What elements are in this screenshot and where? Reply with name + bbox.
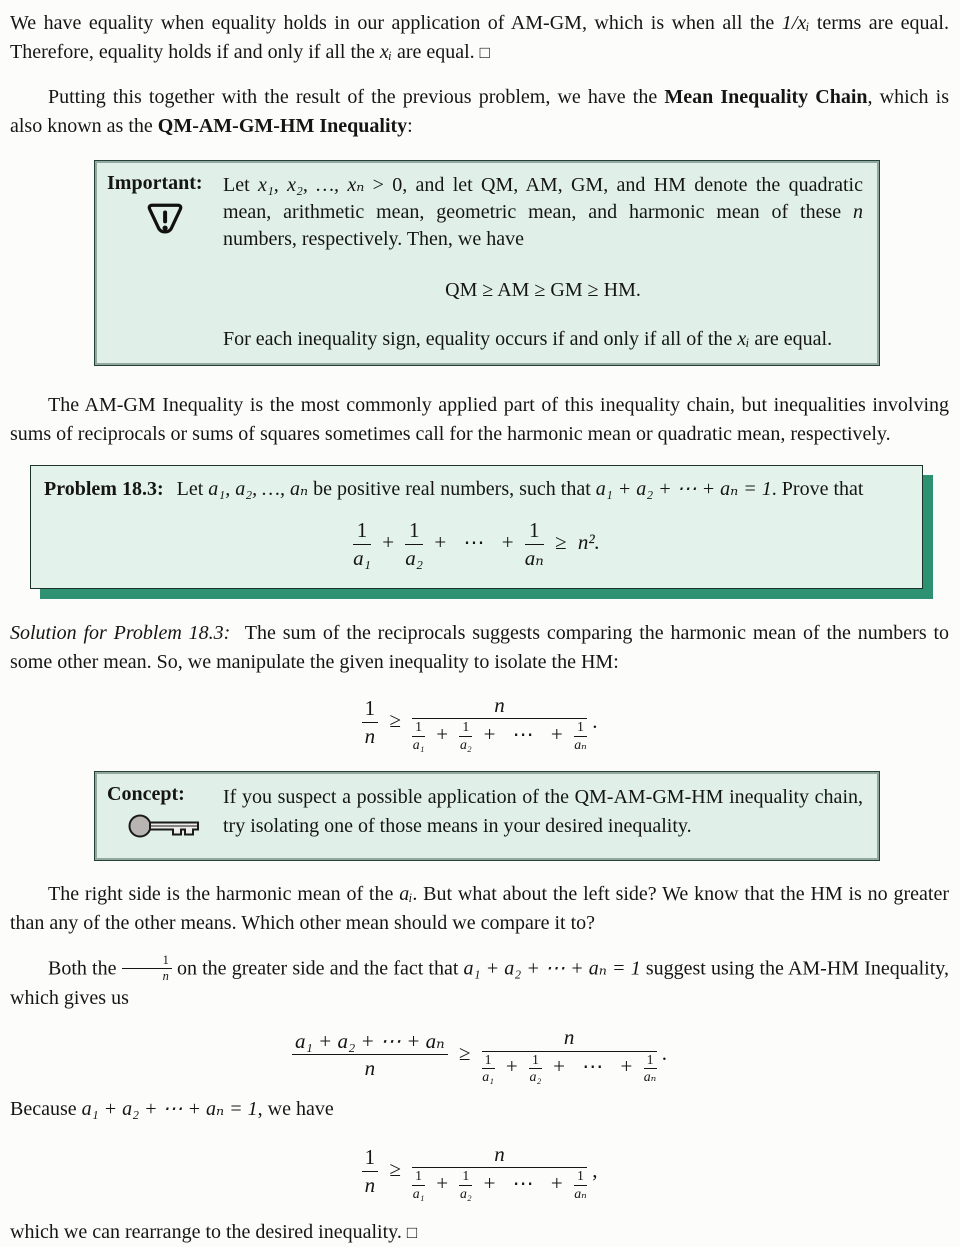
text-run: The sum of the reciprocals suggests comparing the harmonic mean of the numbers to some other mean. So, we manipulate the given inequality to isolate the HM: (10, 621, 949, 673)
math-inline: x₁, x₂, …, xₙ (257, 174, 365, 196)
cdots: ⋯ (512, 1171, 534, 1196)
math-inline: 1/xᵢ (781, 12, 810, 34)
big-fraction (412, 693, 587, 753)
n-squared: n². (577, 530, 600, 555)
concept-content (223, 783, 863, 848)
denominator: n (162, 969, 169, 984)
text-run: The AM-GM Inequality is the most commonly applied part of this inequality chain, but inequalities involving sums of reciprocals or sums of squares sometimes call for the harmonic mean or quadratic mean, respectively. (10, 394, 949, 445)
denominator: n (364, 1173, 376, 1198)
numerator: 1 (459, 1169, 472, 1186)
denominator: aₙ (574, 1186, 587, 1201)
denominator: aₙ (574, 736, 587, 752)
solution-paragraph (10, 619, 949, 677)
fraction (574, 1169, 587, 1201)
paragraph-am-gm-usage (10, 391, 949, 449)
denominator (412, 719, 587, 752)
numerator: 1 (574, 1169, 587, 1186)
denominator: a₁ (482, 1069, 494, 1085)
denominator: a₁ (412, 1186, 425, 1201)
numerator: 1 (482, 1053, 495, 1070)
plus-operator: + (620, 1054, 633, 1079)
text-run: are equal. (749, 328, 833, 350)
text-run: are equal. (391, 41, 480, 63)
text-run: The right side is the harmonic mean of the (48, 883, 400, 906)
denominator: a₁ (412, 736, 425, 752)
paragraph-right-side-hm (10, 880, 949, 938)
problem-statement (44, 475, 909, 504)
denominator: a₁ (353, 545, 371, 570)
numerator: 1 (122, 954, 172, 969)
geq-operator: ≥ (389, 1157, 401, 1182)
equation-text: QM ≥ AM ≥ GM ≥ HM. (445, 279, 641, 301)
numerator: 1 (525, 518, 544, 545)
plus-operator: + (550, 722, 563, 747)
important-content (223, 172, 863, 353)
plus-operator: + (382, 530, 395, 555)
problem-label: Problem 18.3: (44, 478, 164, 500)
text-run: Let (171, 478, 209, 500)
text-run: > 0, and let QM, AM, GM, and HM denote the quadratic mean, arithmetic mean, geometric mean, and harmonic mean of these (223, 174, 863, 223)
bold-term: QM-AM-GM-HM Inequality (157, 115, 408, 137)
cdots: ⋯ (582, 1054, 604, 1079)
text-run: , which is also known as the (10, 86, 949, 137)
cdots: ⋯ (512, 722, 534, 747)
numerator: 1 (644, 1053, 657, 1070)
plus-operator: + (550, 1171, 563, 1196)
fraction (362, 696, 379, 749)
text-run: : (407, 115, 413, 137)
math-inline: a₁ + a₂ + ⋯ + aₙ = 1 (81, 1097, 258, 1120)
math-inline: aᵢ (399, 883, 413, 906)
qed-symbol: □ (479, 43, 490, 62)
fraction (525, 518, 544, 571)
inline-fraction-1-over-n (122, 954, 172, 983)
math-inline: xᵢ (379, 41, 392, 63)
important-callout-box (95, 161, 879, 365)
paragraph-mean-inequality-chain (10, 83, 949, 141)
period: . (592, 708, 598, 733)
text-run: , we have (257, 1097, 334, 1120)
exclamation-warning-icon (144, 199, 186, 247)
numerator: n (482, 1025, 657, 1052)
concept-label: Concept: (107, 783, 185, 806)
text-run: Because (10, 1097, 82, 1120)
paragraph-both-the-1-over-n (10, 954, 949, 1012)
equation-final-hm (10, 1142, 949, 1202)
denominator: a₂ (459, 736, 472, 752)
denominator: n (364, 723, 376, 748)
text-run: be positive real numbers, such that (308, 478, 596, 500)
geq-operator: ≥ (555, 530, 567, 555)
fraction (482, 1053, 495, 1085)
text-run: which we can rearrange to the desired inequality. (10, 1220, 407, 1243)
solution-lead: Solution for Problem 18.3: (10, 621, 231, 644)
plus-operator: + (505, 1054, 518, 1079)
plus-operator: + (553, 1054, 565, 1079)
paragraph-closing (10, 1218, 949, 1247)
denominator: n (364, 1056, 376, 1081)
equation-qm-am-gm-hm (223, 277, 863, 304)
qed-symbol: □ (406, 1222, 418, 1242)
numerator: n (412, 693, 587, 720)
plus-operator: + (436, 1171, 449, 1196)
fraction (353, 518, 371, 571)
numerator: n (412, 1142, 587, 1169)
numerator: 1 (362, 696, 379, 723)
text-run: We have equality when equality holds in our application of AM-GM, which is when all the (10, 12, 782, 34)
numerator: 1 (412, 720, 425, 737)
text-run: . Prove that (771, 478, 864, 500)
text-run: If you suspect a possible application of the QM-AM-GM-HM inequality chain, try isolating one of those means in your desired inequality. (223, 786, 863, 838)
fraction (459, 720, 472, 752)
plus-operator: + (434, 530, 447, 555)
text-run: For each inequality sign, equality occurs if and only if all of the (223, 328, 738, 350)
numerator: 1 (353, 518, 371, 545)
big-fraction (292, 1029, 448, 1082)
fraction (574, 720, 587, 752)
fraction (405, 518, 423, 571)
comma: , (592, 1157, 598, 1182)
geq-operator: ≥ (458, 1040, 471, 1065)
equation-am-hm (10, 1025, 949, 1085)
problem-box-18-3 (30, 465, 923, 589)
text-run: Let (223, 174, 258, 196)
math-inline: n (853, 201, 863, 223)
geq-operator: ≥ (389, 708, 401, 733)
plus-operator: + (436, 722, 449, 747)
cdots: ⋯ (463, 530, 485, 555)
fraction (459, 1169, 472, 1201)
plus-operator: + (483, 1171, 496, 1196)
numerator: 1 (412, 1169, 425, 1186)
text-run: terms are equal. Therefore, equality holds if and only if all the (10, 12, 949, 63)
denominator: a₂ (405, 545, 424, 570)
fraction (412, 1169, 425, 1201)
equation-sum-of-reciprocals (44, 518, 909, 571)
important-text-1 (223, 172, 863, 253)
text-run: on the greater side and the fact that (171, 957, 464, 980)
fraction (412, 720, 425, 752)
concept-label-column (107, 783, 223, 848)
period: . (661, 1040, 667, 1065)
denominator: aₙ (524, 545, 544, 570)
text-run: numbers, respectively. Then, we have (223, 228, 525, 250)
important-text-2 (223, 326, 863, 353)
important-label: Important: (107, 172, 203, 194)
concept-text (223, 783, 863, 841)
fraction (362, 1145, 379, 1198)
numerator: 1 (405, 518, 423, 545)
denominator (482, 1052, 657, 1085)
equation-isolate-hm (10, 693, 949, 753)
key-icon (127, 810, 203, 848)
numerator: 1 (459, 720, 472, 737)
math-inline: a₁ + a₂ + ⋯ + aₙ = 1 (463, 957, 641, 980)
math-inline: a₁ + a₂ + ⋯ + aₙ = 1 (595, 478, 772, 500)
denominator: aₙ (643, 1069, 657, 1085)
text-run: Putting this together with the result of the previous problem, we have the (48, 86, 665, 108)
denominator (412, 1168, 587, 1201)
big-fraction (482, 1025, 657, 1085)
bold-term: Mean Inequality Chain (664, 86, 868, 108)
numerator: 1 (529, 1053, 542, 1070)
big-fraction (412, 1142, 587, 1202)
numerator: 1 (362, 1145, 379, 1172)
numerator: 1 (574, 720, 587, 737)
plus-operator: + (483, 722, 496, 747)
text-run: suggest using the AM-HM Inequality, which gives us (10, 957, 949, 1009)
denominator: a₂ (459, 1186, 472, 1201)
denominator: a₂ (529, 1069, 542, 1085)
fraction (529, 1053, 542, 1085)
math-inline: a₁, a₂, …, aₙ (208, 478, 309, 500)
paragraph-equality-condition (10, 9, 949, 67)
math-inline: xᵢ (737, 328, 750, 350)
concept-callout-box (95, 772, 879, 860)
text-run: Both the (48, 957, 122, 980)
fraction (644, 1053, 657, 1085)
important-label-column (107, 172, 223, 353)
plus-operator: + (501, 530, 514, 555)
paragraph-because-sum-is-1 (10, 1095, 949, 1124)
numerator: a₁ + a₂ + ⋯ + aₙ (292, 1029, 448, 1056)
text-run: . But what about the left side? We know that the HM is no greater than any of the other means. Which other mean should we compare it to? (10, 883, 949, 935)
